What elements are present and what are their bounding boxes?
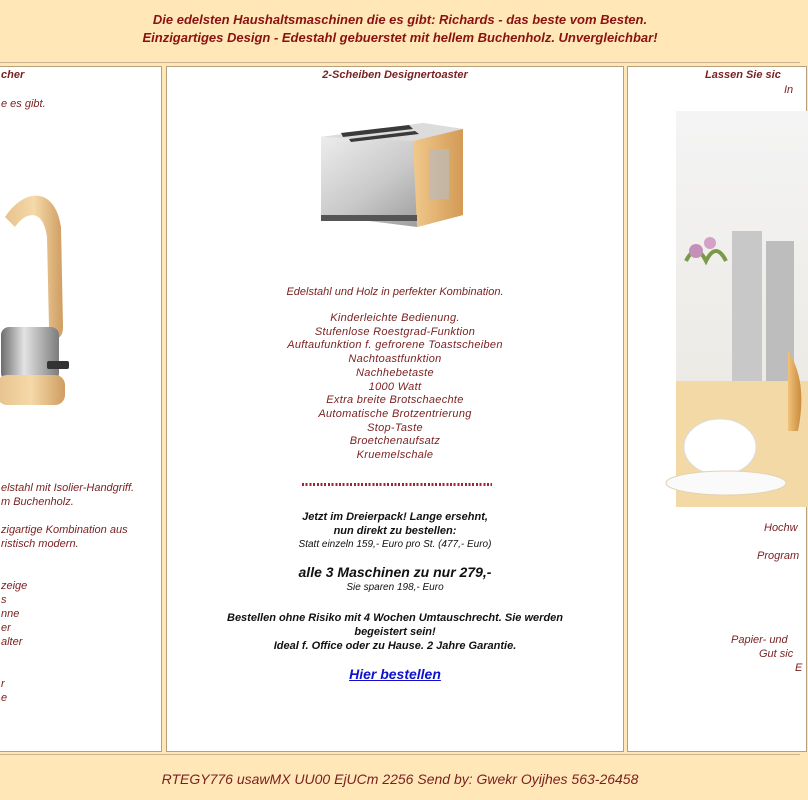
feature-item: Kinderleichte Bedienung.: [330, 312, 460, 324]
feature-item: Stufenlose Roestgrad-Funktion: [314, 325, 476, 338]
kettle-desc-2: zigartige Kombination aus ristisch modern.: [1, 524, 128, 550]
right-title: Lassen Sie sic: [705, 69, 781, 81]
order-link[interactable]: Hier bestellen: [349, 666, 441, 682]
toaster-image: [313, 115, 473, 235]
footer-text: RTEGY776 usawMX UU00 EjUCm 2256 Send by: Gwekr Oyijhes 563-26458: [161, 771, 639, 787]
feature-item: Nachhebetaste: [356, 366, 434, 379]
product-column-right: [627, 66, 807, 752]
right-intro: In: [784, 84, 794, 96]
kettle-title: cher: [1, 69, 25, 81]
offer-price: alle 3 Maschinen zu nur 279,-: [298, 564, 492, 580]
kettle-desc-1: elstahl mit Isolier-Handgriff. m Buchenholz.: [1, 482, 135, 508]
feature-item: Stop-Taste: [367, 421, 423, 434]
toaster-feature-list: [167, 312, 623, 463]
header-line-2: Einzigartiges Design - Edestahl gebuerstet mit hellem Buchenholz. Unvergleichbar!: [142, 30, 658, 45]
offer-regular-price: Statt einzeln 159,- Euro pro St. (477,- Euro): [298, 539, 492, 550]
right-desc-3: Papier- und: [731, 634, 788, 646]
order-link-wrap: [167, 666, 623, 684]
offer-text: Jetzt im Dreierpack! Lange ersehnt, nun direkt zu bestellen:: [302, 511, 488, 537]
feature-item: Kruemelschale: [356, 449, 434, 462]
dotted-divider: [302, 483, 492, 486]
feature-item: 1000 Watt: [368, 380, 422, 393]
right-desc-5: E: [795, 662, 803, 674]
product-column-toaster: [166, 66, 624, 752]
right-desc: Hochw: [764, 522, 798, 534]
kettle-image: [0, 177, 75, 417]
feature-item: Extra breite Brotschaechte: [326, 394, 464, 407]
right-desc-2: Program: [757, 550, 800, 562]
feature-item: Auftaufunktion f. gefrorene Toastscheiben: [287, 339, 503, 352]
kettle-feature-list: zeige s nne er alter r e: [1, 580, 28, 704]
toaster-intro: Edelstahl und Holz in perfekter Kombination.: [286, 286, 504, 298]
footer-divider: [0, 754, 800, 755]
feature-item: Broetchenaufsatz: [349, 435, 441, 448]
header-divider: [0, 62, 800, 63]
feature-item: Nachtoastfunktion: [348, 353, 442, 366]
right-desc-4: Gut sic: [759, 648, 794, 660]
product-column-kettle: [0, 66, 162, 752]
header-line-1: Die edelsten Haushaltsmaschinen die es gibt: Richards - das beste vom Besten.: [152, 12, 648, 27]
guarantee-text: Bestellen ohne Risiko mit 4 Wochen Umtauschrecht. Sie werden begeistert sein! Ideal f. Office oder zu Hause. 2 Jahre Garantie.: [227, 612, 563, 652]
kettle-intro: e es gibt.: [1, 98, 46, 110]
offer-savings: Sie sparen 198,- Euro: [346, 582, 444, 593]
feature-item: Automatische Brotzentrierung: [318, 407, 472, 420]
page-header: [0, 0, 800, 62]
toaster-title: 2-Scheiben Designertoaster: [322, 69, 468, 81]
lifestyle-image: [676, 111, 808, 507]
